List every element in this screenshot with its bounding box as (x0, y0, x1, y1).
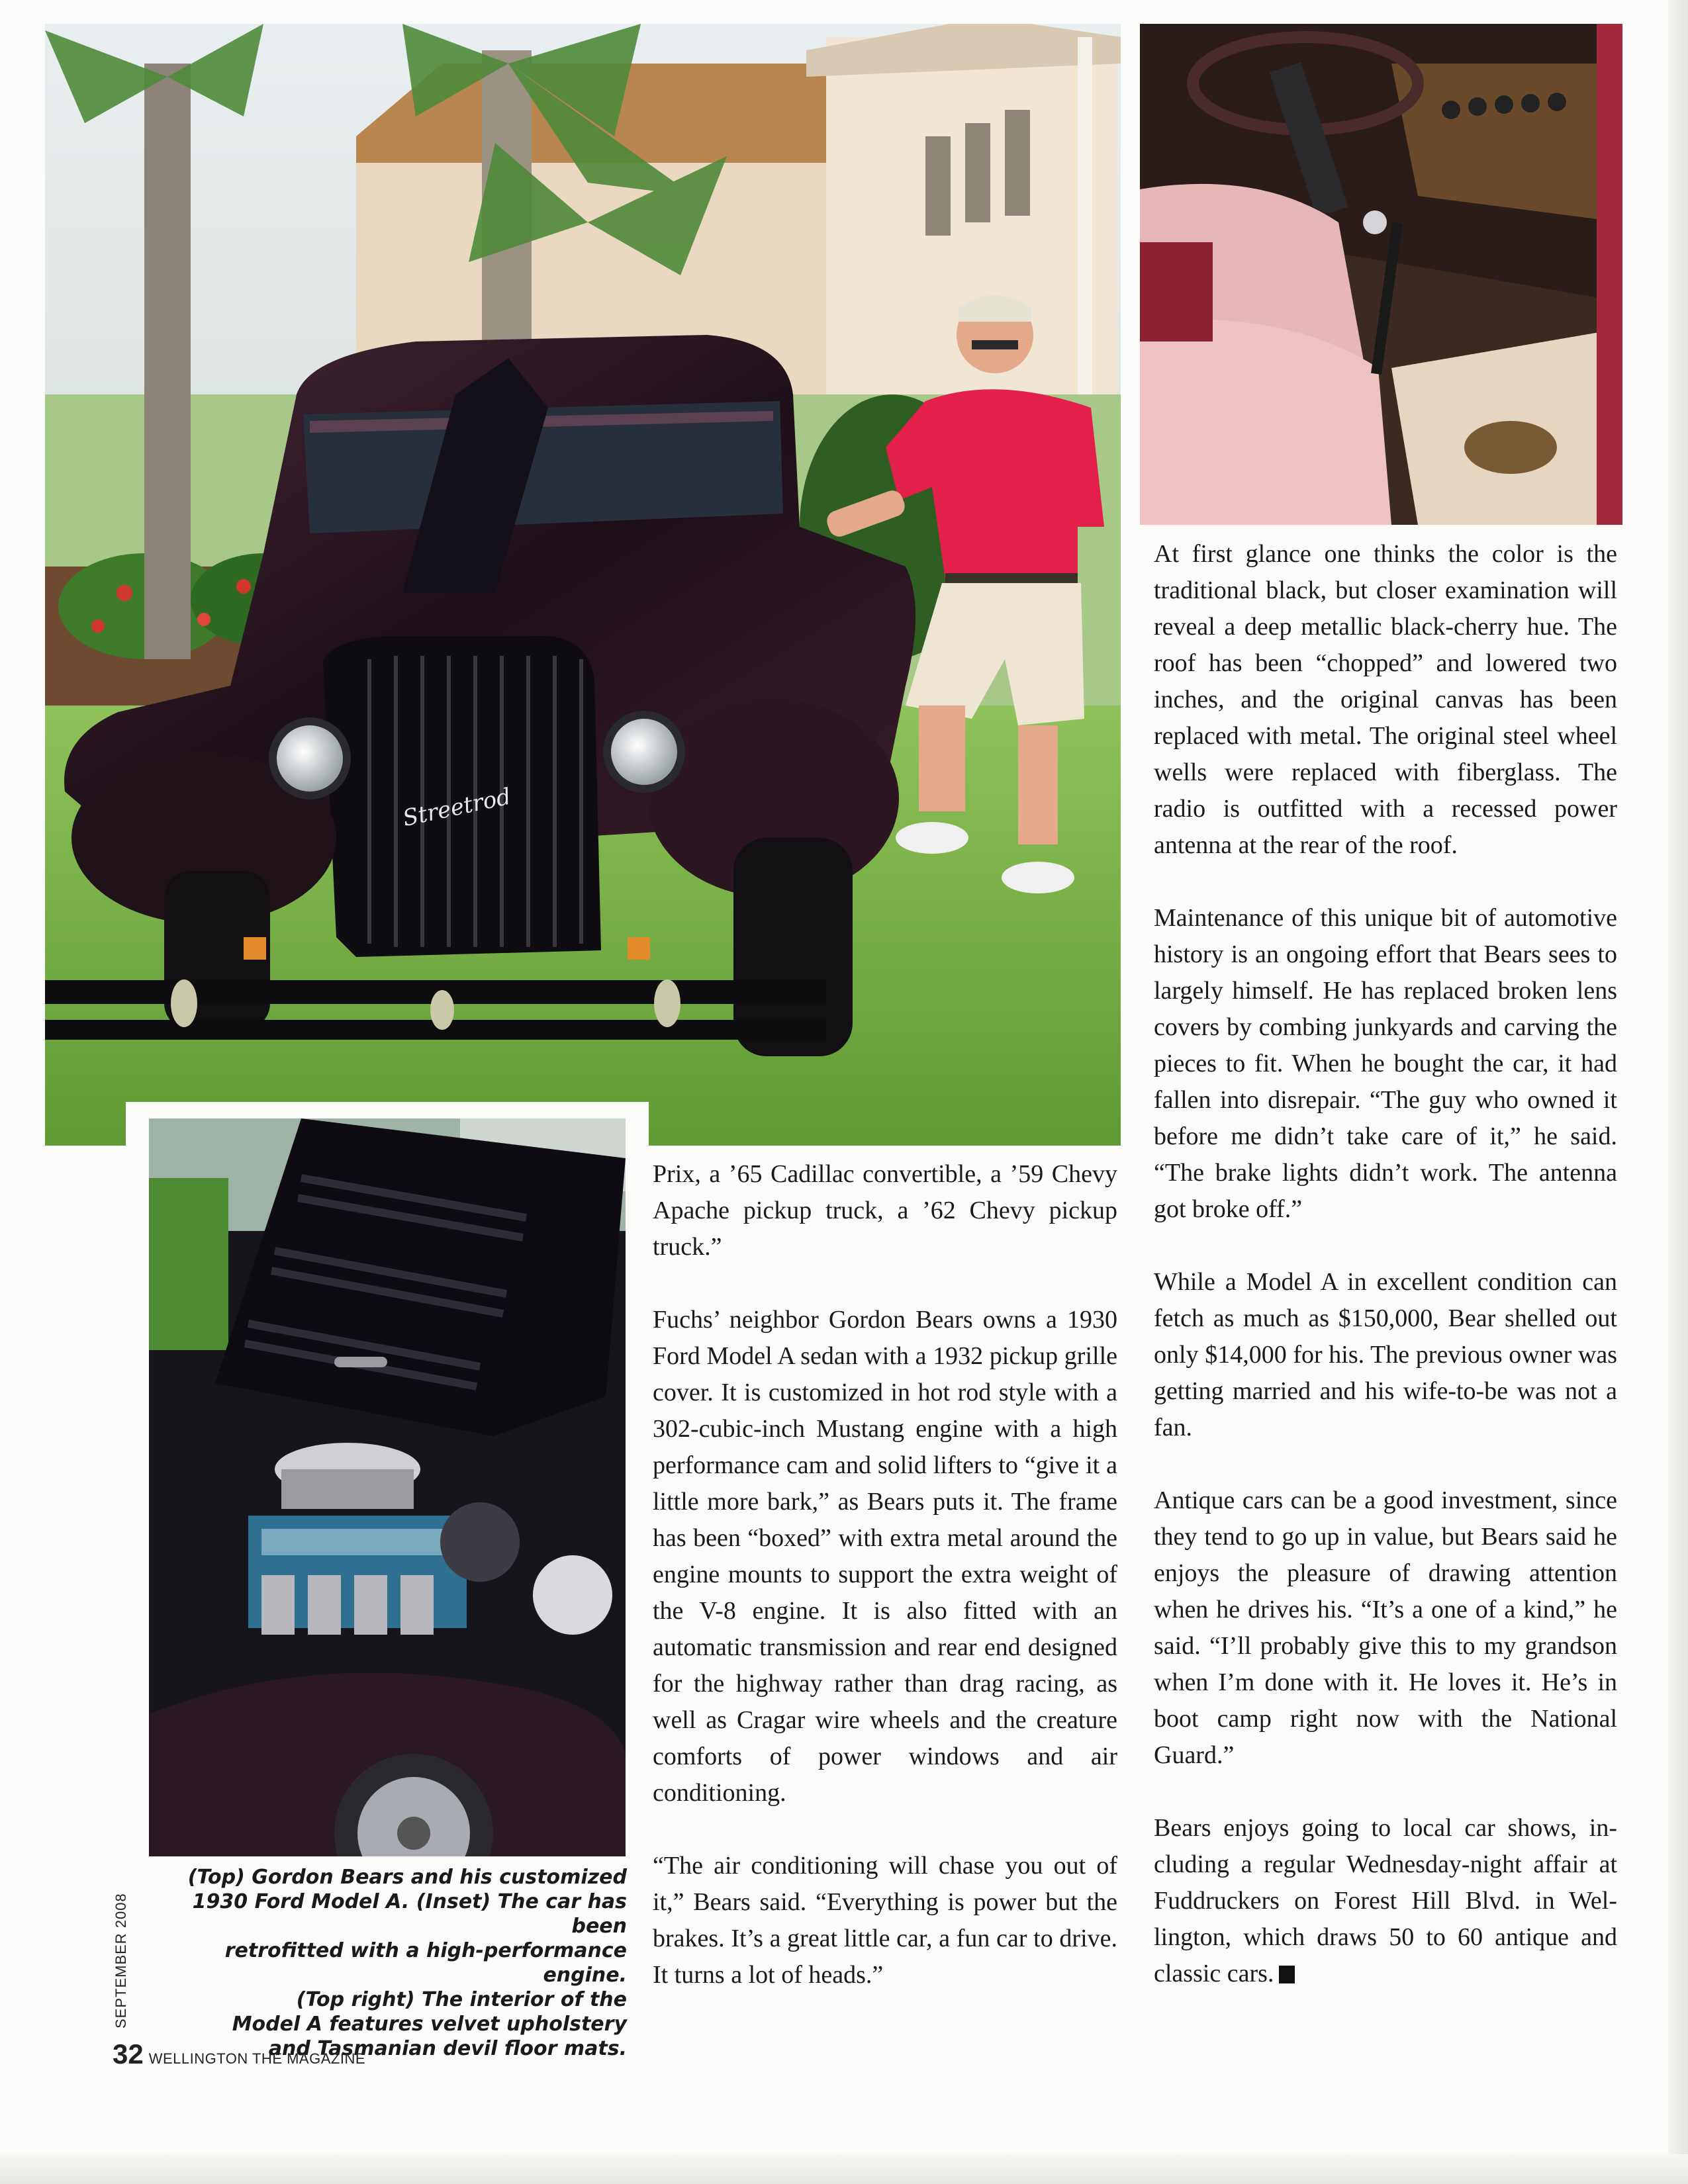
caption-line: (Top right) The interior of the (296, 1988, 627, 2011)
issue-date: SEPTEMBER 2008 (113, 1893, 129, 2028)
paragraph: Fuchs’ neighbor Gordon Bears owns a 1930 Ford Model A sedan with a 1932 pickup grille cover. It is customized in hot rod style with a 302-cubic-inch Mustang engine with a high performance cam and solid lifters to “give it a little more bark,” as Bears puts it. The frame has been “boxed” with extra metal around the engine mounts to support the extra weight of the V-8 engine. It is also fitted with an automatic transmission and rear end designed for the highway rather than drag racing, as well as Cragar wire wheels and the creature comforts of power windows and air conditioning. (653, 1306, 1117, 1807)
end-of-article-mark (1279, 1966, 1295, 1983)
caption-line: 1930 Ford Model A. (Inset) The car has been (192, 1890, 627, 1938)
grille-script-text: Streetrod (400, 783, 514, 833)
paragraph: While a Model A in excellent condition can fetch as much as $150,000, Bear shelled out only $14,000 for his. The previous owner was getting married and his wife-to-be was not a fan. (1154, 1268, 1617, 1441)
interior-photo-illustration (1140, 24, 1622, 525)
paragraph: Prix, a ’65 Cadillac convertible, a ’59 Chevy Apache pickup truck, a ’62 Chevy pickup truck.” (653, 1160, 1117, 1261)
interior-photo (1140, 24, 1622, 525)
inset-photo-illustration (149, 1118, 626, 1856)
page-edge-shadow (1668, 0, 1688, 2184)
paragraph: Antique cars can be a good investment, since they tend to go up in value, but Bears said he enjoys the pleasure of drawing attention when he drives his. “It’s a one of a kind,” he said. “I’ll probably give this to my grandson when I’m done with it. He loves it. He’s in boot camp right now with the National Guard.” (1154, 1486, 1617, 1769)
page-number: 32 (113, 2038, 144, 2070)
caption-line: and Tasmanian devil floor mats. (268, 2037, 627, 2060)
caption-line: retrofitted with a high-performance engine. (224, 1939, 627, 1987)
paragraph: “The air conditioning will chase you out of it,” Bears said. “Everything is power but the brakes. It’s a great little car, a fun car to drive. It turns a lot of heads.” (653, 1852, 1117, 1989)
paragraph: Maintenance of this unique bit of automotive history is an ongoing effort that Bears sees to largely himself. He has replaced broken lens covers by combing junkyards and carving the pieces to fit. When he bought the car, it had fallen into disrepair. “The guy who owned it before me didn’t take care of it,” he said. “The brake lights didn’t work. The antenna got broke off.” (1154, 904, 1617, 1223)
folio (113, 2038, 365, 2070)
main-photo-illustration (45, 24, 1121, 1146)
main-photo-car-and-owner (45, 24, 1121, 1146)
caption-line: Model A features velvet upholstery (232, 2013, 627, 2036)
caption-line: (Top) Gordon Bears and his customized (187, 1866, 627, 1889)
photo-caption (149, 1865, 627, 2061)
magazine-name: WELLINGTON THE MAGAZINE (148, 2050, 366, 2067)
paragraph-last-text: Bears enjoys going to local car shows, including a regular Wednesday-night affair at Fuddruckers on Forest Hill Blvd. in Wellington, which draws 50 to 60 antique and classic cars. (1154, 1814, 1617, 1987)
page-edge-shadow-bottom (0, 2154, 1688, 2184)
article-column-right (1154, 536, 1617, 1992)
article-column-middle (653, 1156, 1117, 1993)
inset-photo-engine (149, 1118, 626, 1856)
paragraph-last (1154, 1810, 1617, 1992)
paragraph: At first glance one thinks the color is the traditional black, but closer examination will reveal a deep metallic black-cherry hue. The roof has been “chopped” and lowered two inches, and the original canvas has been replaced with metal. The original steel wheel wells were replaced with fiberglass. The radio is outfitted with a recessed power antenna at the rear of the roof. (1154, 540, 1617, 859)
